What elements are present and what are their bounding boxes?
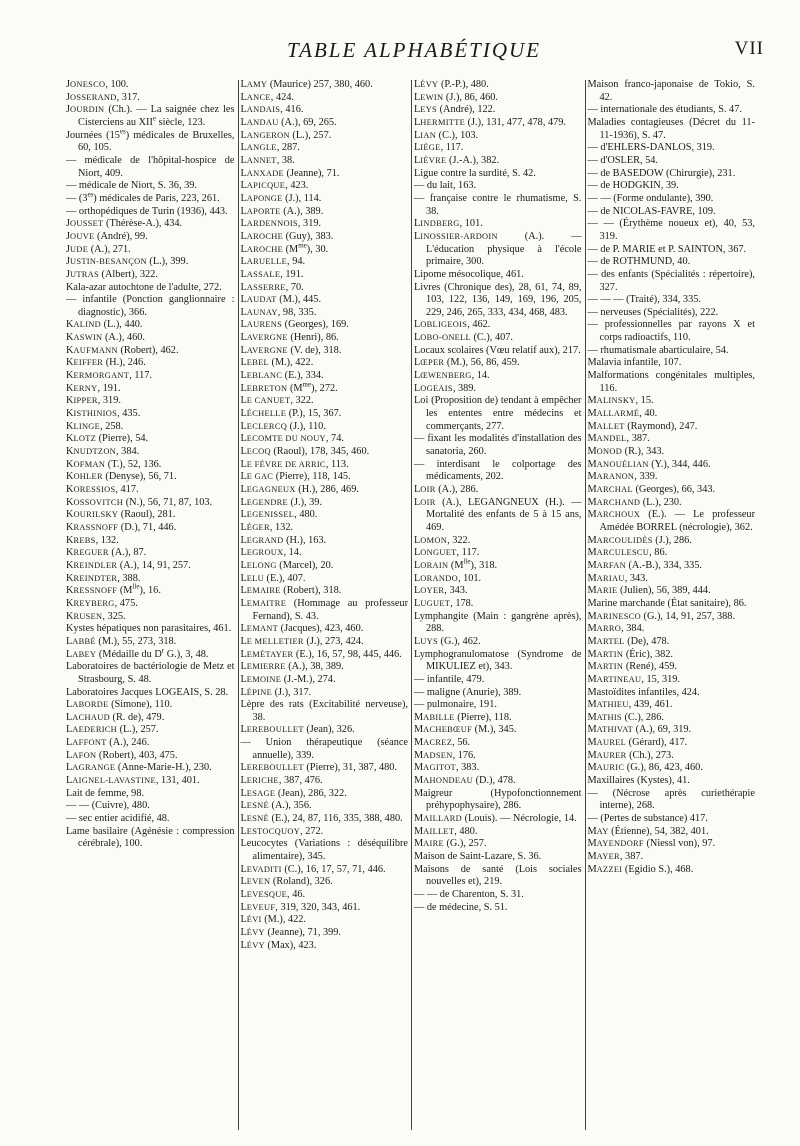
index-entry: Maison franco-japonaise de Tokio, S. 42. <box>587 79 755 103</box>
index-entry: LANDAIS, 416. <box>240 104 304 116</box>
index-entry: — $(3^{es})$ médicales de Paris, 223, 261. <box>66 190 220 204</box>
index-entry: LÉPINE (J.), 317. <box>240 686 312 698</box>
index-entry: MARCOULIDÈS (J.), 286. <box>587 534 692 546</box>
index-entry: — de HODGKIN, 39. <box>587 180 679 192</box>
index-entry: LIAN (C.), 103. <box>414 129 479 141</box>
index-entry: MAURER (Ch.), 273. <box>587 749 674 761</box>
index-entry: LÉVY (Max), 423. <box>240 939 317 951</box>
index-entry: Loi (Proposition de) tendant à empêcher les ententes entre médecins et commerçants, 277. <box>414 395 582 432</box>
index-entry: MARTINEAU, 15, 319. <box>587 673 680 685</box>
index-entry: KOFMAN (T.), 52, 136. <box>66 458 162 470</box>
index-entry: LOBO-ONELL (C.), 407. <box>414 332 513 344</box>
index-entry: LÉVY (P.-P.), 480. <box>414 79 489 90</box>
index-entry: — médicale de Niort, S. 36, 39. <box>66 180 197 192</box>
index-entry: KEIFFER (H.), 246. <box>66 357 146 369</box>
index-entry: — d'OSLER, 54. <box>587 154 659 166</box>
index-column-3 <box>411 80 585 1130</box>
index-entry: LAFON (Robert), 403, 475. <box>66 749 178 761</box>
index-entry: — interdisant le colportage des médicaments, 202. <box>414 458 582 483</box>
index-entry: Mastoïdites infantiles, 424. <box>587 686 700 698</box>
index-entry: LESTOCQUOY, 272. <box>240 825 324 837</box>
index-entry: KORESSIOS, 417. <box>66 484 139 495</box>
index-entry: Lèpre des rats (Excitabilité nerveuse), 38. <box>240 699 408 723</box>
index-entry: — de NICOLAS-FAVRE, 109. <box>587 205 716 217</box>
index-entry: JUSTIN-BESANÇON (L.), 399. <box>66 256 189 268</box>
index-entry: — des enfants (Spécialités : répertoire), 327. <box>587 268 755 293</box>
index-entry: — — — (Traité), 334, 335. <box>587 294 701 306</box>
index-entry: JOSSERAND, 317. <box>66 91 140 103</box>
index-entry: LASSERRE, 70. <box>240 281 304 293</box>
index-entry: LEMAIRE (Robert), 318. <box>240 585 342 597</box>
index-entry: LECOQ (Raoul), 178, 345, 460. <box>240 446 370 458</box>
index-entry: LUGUET, 178. <box>414 597 474 609</box>
index-entry: — infantile, 479. <box>414 673 485 685</box>
index-entry: — nerveuses (Spécialités), 222. <box>587 306 719 318</box>
index-entry: LAEDERICH (L.), 257. <box>66 724 159 736</box>
index-entry: MABILLE (Pierre), 118. <box>414 711 512 723</box>
index-entry: MARANON, 339. <box>587 471 658 483</box>
index-entry: MAHONDEAU (D.), 478. <box>414 775 516 787</box>
index-entry: LEVESQUE, 46. <box>240 889 306 900</box>
index-entry: MAILLET, 480. <box>414 825 478 837</box>
index-entry: MARTIN (René), 459. <box>587 661 678 673</box>
index-entry: JOURDIN (Ch.). — La saignée chez les Cisterciens au XIIe siècle, 123. <box>66 104 235 128</box>
index-entry: KIPPER, 319. <box>66 395 121 407</box>
index-entry: LELU (E.), 407. <box>240 572 306 584</box>
index-entry: LAPONGE (J.), 114. <box>240 192 322 204</box>
index-entry: LE FÈVRE DE ARRIC, 113. <box>240 458 349 470</box>
index-entry: LEGROUX, 14. <box>240 547 302 559</box>
index-column-1 <box>64 80 238 1130</box>
index-entry: LAURENS (Georges), 169. <box>240 319 349 331</box>
index-entry: KREBS, 132. <box>66 534 119 546</box>
index-entry: LERICHE, 387, 476. <box>240 775 323 787</box>
index-entry: LONGUET, 117. <box>414 547 480 559</box>
index-entry: LEYS (André), 122. <box>414 104 496 116</box>
index-entry: LE CANUET, 322. <box>240 395 314 407</box>
index-entry: KASWIN (A.), 460. <box>66 332 146 344</box>
index-entry: JUTRAS (Albert), 322. <box>66 268 158 280</box>
index-entry: — — (Forme ondulante), 390. <box>587 192 714 204</box>
index-entry: LAUNAY, 98, 335. <box>240 306 317 318</box>
index-entry: MARFAN (A.-B.), 334, 335. <box>587 559 702 571</box>
index-entry: LÉGER, 132. <box>240 521 294 533</box>
index-entry: KREGUER (A.), 87. <box>66 547 147 559</box>
index-entry: MARRO, 384. <box>587 623 645 635</box>
index-entry: — de médecine, S. 51. <box>414 901 508 913</box>
index-entry: MAYENDORF (Niessl von), 97. <box>587 838 716 850</box>
index-entry: LABBÉ (M.), 55, 273, 318. <box>66 635 177 647</box>
index-entry: LAFFONT (A.), 246. <box>66 737 150 749</box>
index-entry: MACHEBŒUF (M.), 345. <box>414 724 517 736</box>
index-entry: MALLET (Raymond), 247. <box>587 420 698 432</box>
index-entry: LIÈVRE (J.-A.), 382. <box>414 154 500 166</box>
index-entry: LANNET, 38. <box>240 154 295 166</box>
index-entry: LESNÉ (A.), 356. <box>240 800 312 812</box>
index-entry: LE GAC (Pierre), 118, 145. <box>240 471 351 483</box>
index-entry: Malformations congénitales multiples, 116. <box>587 370 755 394</box>
index-entry: — professionnelles par rayons X et corps radioactifs, 110. <box>587 319 755 344</box>
index-entry: Maison de Saint-Lazare, S. 36. <box>414 851 542 863</box>
index-entry: LŒPER (M.), 56, 86, 459. <box>414 357 520 369</box>
index-entry: MAILLARD (Louis). — Nécrologie, 14. <box>414 813 577 825</box>
index-entry: MARCULESCU, 86. <box>587 547 668 559</box>
index-entry: KNUDTZON, 384. <box>66 446 140 458</box>
index-entry: Lipome mésocolique, 461. <box>414 268 524 280</box>
index-entry: MALINSKY, 15. <box>587 395 654 407</box>
index-entry: KREYBERG, 475. <box>66 597 138 609</box>
index-entry: LOYER, 343. <box>414 585 468 597</box>
index-entry: MAUREL (Gérard), 417. <box>587 737 688 749</box>
index-entry: LORANDO, 101. <box>414 572 482 584</box>
index-entry: KERMORGANT, 117. <box>66 370 152 382</box>
index-entry: KOURILSKY (Raoul), 281. <box>66 509 176 521</box>
index-entry: LAGRANGE (Anne-Marie-H.), 230. <box>66 762 212 774</box>
index-entry: MONOD (R.), 343. <box>587 446 665 458</box>
index-entry: — rhumatismale abarticulaire, 54. <box>587 344 729 356</box>
index-entry: Leucocytes (Variations : déséquilibre alimentaire), 345. <box>240 838 408 863</box>
index-entry: — — (Cuivre), 480. <box>66 800 150 812</box>
index-entry: LARUELLE, 94. <box>240 256 306 268</box>
index-entry: LEREBOULLET (Pierre), 31, 387, 480. <box>240 762 397 774</box>
index-entry: — sec entier acidifié, 48. <box>66 813 170 825</box>
index-entry: MAZZEI (Egidio S.), 468. <box>587 863 694 875</box>
index-entry: LEWIN (J.), 86, 460. <box>414 91 498 103</box>
index-entry: MATHIVAT (A.), 69, 319. <box>587 724 692 736</box>
index-entry: MAGITOT, 383. <box>414 762 480 774</box>
index-entry: KRESSNOFF $(M^{lle})$, 16. <box>66 582 161 597</box>
index-entry: Locaux scolaires (Vœu relatif aux), 217. <box>414 344 581 356</box>
index-entry: LANGLE, 287. <box>240 142 300 154</box>
index-entry: KREINDTER, 388. <box>66 572 141 584</box>
index-entry: MAIRE (G.), 257. <box>414 838 487 850</box>
index-entry: LEGRAND (H.), 163. <box>240 534 327 546</box>
index-entry: — — (Érythème noueux et), 40, 53, 319. <box>587 218 755 242</box>
index-entry: LAVERGNE (V. de), 318. <box>240 344 342 356</box>
index-entry: LAVERGNE (Henri), 86. <box>240 332 339 344</box>
index-entry: KRUSEN, 325. <box>66 610 126 622</box>
index-entry: LAPICQUE, 423. <box>240 180 309 192</box>
index-entry: LEGENDRE (J.), 39. <box>240 496 323 508</box>
index-entry: MANOUÉLIAN (Y.), 344, 446. <box>587 458 711 470</box>
index-entry: — de BASEDOW (Chirurgie), 231. <box>587 167 736 179</box>
index-entry: — internationale des étudiants, S. 47. <box>587 104 742 116</box>
index-entry: KOSSOVITCH (N.), 56, 71, 87, 103. <box>66 496 213 508</box>
index-entry: Malavia infantile, 107. <box>587 357 682 369</box>
index-entry: KISTHINIOS, 435. <box>66 408 141 420</box>
index-entry: KALIND (L.), 440. <box>66 319 143 331</box>
index-entry: LE MELLETIER (J.), 273, 424. <box>240 635 364 647</box>
index-entry: Lymphangite (Main : gangrène après), 288. <box>414 610 582 635</box>
index-entry: Journées $(15^{es})$ médicales de Bruxelles, 60, 105. <box>66 127 235 154</box>
index-entry: LANCE, 424. <box>240 91 294 103</box>
index-entry: LORAIN $(M^{lle})$, 318. <box>414 557 498 571</box>
index-entry: MAY (Étienne), 54, 382, 401. <box>587 825 709 837</box>
index-entry: LINOSSIER-ARDOIN (A.). — L'éducation physique à l'école primaire, 300. <box>414 230 582 268</box>
index-entry: JOUSSET (Thérèse-A.), 434. <box>66 218 183 230</box>
index-entry: LAROCHE $(M^{me})$, 30. <box>240 241 329 255</box>
index-entry: MARIAU, 343. <box>587 572 648 584</box>
index-entry: — (Pertes de substance) 417. <box>587 813 708 825</box>
index-entry: LAIGNEL-LAVASTINE, 131, 401. <box>66 775 200 787</box>
index-entry: MARCHAND (L.), 230. <box>587 496 682 508</box>
index-column-2 <box>238 80 412 1130</box>
index-entry: LEMOINE (J.-M.), 274. <box>240 673 336 685</box>
index-entry: Laboratoires de bactériologie de Metz et Strasbourg, S. 48. <box>66 661 235 685</box>
index-entry: LÉCHELLE (P.), 15, 367. <box>240 408 342 420</box>
index-entry: Ligue contre la surdité, S. 42. <box>414 167 536 179</box>
index-entry: MAYER, 387. <box>587 851 644 863</box>
index-entry: LANXADE (Jeanne), 71. <box>240 167 340 179</box>
index-entry: LÉVY (Jeanne), 71, 399. <box>240 926 341 938</box>
index-entry: MARCHOUX (E.). — Le professeur Amédée BORREL (nécrologie), 362. <box>587 509 755 533</box>
index-entry: MAURIC (G.), 86, 423, 460. <box>587 762 703 774</box>
index-entry: LELONG (Marcel), 20. <box>240 559 334 571</box>
index-entry: KERNY, 191. <box>66 382 121 394</box>
index-entry: LŒWENBERG, 14. <box>414 370 490 382</box>
index-entry: Livres (Chronique des), 28, 61, 74, 89, 103, 122, 136, 149, 169, 196, 205, 229, 246, 265, 333, 434, 468, 483. <box>414 281 582 318</box>
index-entry: KRASSNOFF (D.), 71, 446. <box>66 521 177 533</box>
index-entry: LEMÉTAYER (E.), 16, 57, 98, 445, 446. <box>240 648 402 660</box>
index-entry: Maxillaires (Kystes), 41. <box>587 775 690 787</box>
index-entry: Kala-azar autochtone de l'adulte, 272. <box>66 281 222 293</box>
index-entry: MARTIN (Éric), 382. <box>587 648 673 660</box>
index-entry: LACHAUD (R. de), 479. <box>66 711 165 723</box>
index-entry: LAPORTE (A.), 389. <box>240 205 324 217</box>
index-entry: MARIE (Julien), 56, 389, 444. <box>587 585 711 597</box>
index-entry: MARINESCO (G.), 14, 91, 257, 388. <box>587 610 736 622</box>
index-entry: — fixant les modalités d'installation des sanatoria, 260. <box>414 433 582 458</box>
index-entry: LESNÉ (E.), 24, 87, 116, 335, 388, 480. <box>240 813 403 825</box>
index-entry: JONESCO, 100. <box>66 79 129 90</box>
index-entry: Laboratoires Jacques LOGEAIS, S. 28. <box>66 686 229 698</box>
index-entry: Maigreur (Hypofonctionnement préhypophysaire), 286. <box>414 787 582 812</box>
index-entry: — maligne (Anurie), 389. <box>414 686 522 698</box>
index-entry: LOBLIGEOIS, 462. <box>414 319 491 331</box>
index-entry: — de ROTHMUND, 40. <box>587 256 691 268</box>
index-entry: LOIR (A.), 286. <box>414 484 479 495</box>
index-entry: LEBRETON $(M^{me})$, 272. <box>240 380 338 394</box>
index-entry: LAMY (Maurice) 257, 380, 460. <box>240 79 373 90</box>
index-entry: Kystes hépatiques non parasitaires, 461. <box>66 623 232 635</box>
index-entry: LEVEUF, 319, 320, 343, 461. <box>240 901 361 913</box>
index-entry: — orthopédiques de Turin (1936), 443. <box>66 205 228 217</box>
index-entry: — (Nécrose après curiethérapie interne), 268. <box>587 787 755 812</box>
index-entry: LEBEL (M.), 422. <box>240 357 314 369</box>
index-entry: KLINGE, 258. <box>66 420 124 432</box>
index-entry: LEMAITRE (Hommage au professeur Fernand), S. 43. <box>240 597 408 622</box>
index-entry: Marine marchande (État sanitaire), 86. <box>587 597 747 609</box>
index-entry: Lymphogranulomatose (Syndrome de MIKULIEZ et), 343. <box>414 648 582 673</box>
index-entry: JUDE (A.), 271. <box>66 243 131 255</box>
page-number: VII <box>734 38 764 59</box>
index-entry: — d'EHLERS-DANLOS, 319. <box>587 142 715 154</box>
index-entry: LEVEN (Roland), 326. <box>240 876 333 888</box>
index-entry: LEMIERRE (A.), 38, 389. <box>240 661 344 673</box>
index-entry: LAROCHE (Guy), 383. <box>240 230 334 242</box>
index-entry: Maladies contagieuses (Décret du 11-11-1936), S. 47. <box>587 116 755 141</box>
index-entry: LEGAGNEUX (H.), 286, 469. <box>240 484 359 495</box>
index-entry: MADSEN, 176. <box>414 749 476 761</box>
index-entry: KAUFMANN (Robert), 462. <box>66 344 179 356</box>
index-entry: MATHIS (C.), 286. <box>587 711 664 723</box>
index-entry: LESAGE (Jean), 286, 322. <box>240 787 347 799</box>
index-entry: — pulmonaire, 191. <box>414 699 497 711</box>
index-entry: LINDBERG, 101. <box>414 218 483 230</box>
index-entry: MACREZ, 56. <box>414 737 471 749</box>
index-entry: — Union thérapeutique (séance annuelle), 339. <box>240 737 408 761</box>
index-entry: LASSALE, 191. <box>240 268 304 280</box>
index-entry: LECLERCQ (J.), 110. <box>240 420 326 432</box>
index-entry: LEBLANC (E.), 334. <box>240 370 324 382</box>
index-entry: KLOTZ (Pierre), 54. <box>66 433 149 445</box>
index-entry: LABEY (Médaille du $D^r$ G.), 3, 48. <box>66 646 209 660</box>
index-entry: — — de Charenton, S. 31. <box>414 889 524 900</box>
index-entry: LOMON, 322. <box>414 534 471 546</box>
index-entry: LIÈGE, 117. <box>414 142 464 154</box>
index-entry: LANDAU (A.), 69, 265. <box>240 116 337 128</box>
index-entry: LECOMTE DU NOUY, 74. <box>240 433 344 445</box>
index-entry: Lame basilaire (Agénésie : compression cérébrale), 100. <box>66 825 235 850</box>
index-entry: LEREBOULLET (Jean), 326. <box>240 724 355 736</box>
index-entry: MALLARMÉ, 40. <box>587 408 658 420</box>
index-entry: LAUDAT (M.), 445. <box>240 294 322 306</box>
index-entry: LEGENISSEL, 480. <box>240 509 318 521</box>
index-entry: — médicale de l'hôpital-hospice de Niort, 409. <box>66 154 235 179</box>
index-entry: LÉVI (M.), 422. <box>240 914 306 926</box>
index-entry: — infantile (Ponction ganglionnaire : diagnostic), 366. <box>66 294 235 318</box>
index-column-4 <box>585 80 759 1130</box>
index-entry: — française contre le rhumatisme, S. 38. <box>414 192 582 217</box>
index-entry: JOUVE (André), 99. <box>66 230 148 242</box>
index-entry: LEMANT (Jacques), 423, 460. <box>240 623 364 635</box>
index-entry: LEVADITI (C.), 16, 17, 57, 71, 446. <box>240 863 386 875</box>
index-entry: — de P. MARIE et P. SAINTON, 367. <box>587 243 747 255</box>
index-entry: KOHLER (Denyse), 56, 71. <box>66 471 177 483</box>
index-entry: Lait de femme, 98. <box>66 787 145 799</box>
index-entry: LOIR (A.), LEGANGNEUX (H.). — Mortalité des enfants de 5 à 15 ans, 469. <box>414 496 582 533</box>
running-title: TABLE ALPHABÉTIQUE <box>287 38 541 62</box>
index-entry: MATHIEU, 439, 461. <box>587 699 673 711</box>
index-entry: LUYS (G.), 462. <box>414 635 481 647</box>
index-entry: LABORDE (Simone), 110. <box>66 699 173 711</box>
index-entry: LHERMITTE (J.), 131, 477, 478, 479. <box>414 116 566 128</box>
index-entry: Maisons de santé (Lois sociales nouvelles et), 219. <box>414 863 582 888</box>
index-entry: — du lait, 163. <box>414 180 477 192</box>
index-entry: MARTEL (De), 478. <box>587 635 670 647</box>
page-header <box>64 38 764 68</box>
index-columns <box>64 80 758 1130</box>
index-entry: MANDEL, 387. <box>587 433 650 445</box>
index-entry: LOGEAIS, 389. <box>414 382 476 394</box>
index-entry: LANGERON (L.), 257. <box>240 129 332 141</box>
index-entry: MARCHAL (Georges), 66, 343. <box>587 484 716 495</box>
index-entry: LARDENNOIS, 319. <box>240 218 322 230</box>
index-entry: KREINDLER (A.), 14, 91, 257. <box>66 559 191 571</box>
